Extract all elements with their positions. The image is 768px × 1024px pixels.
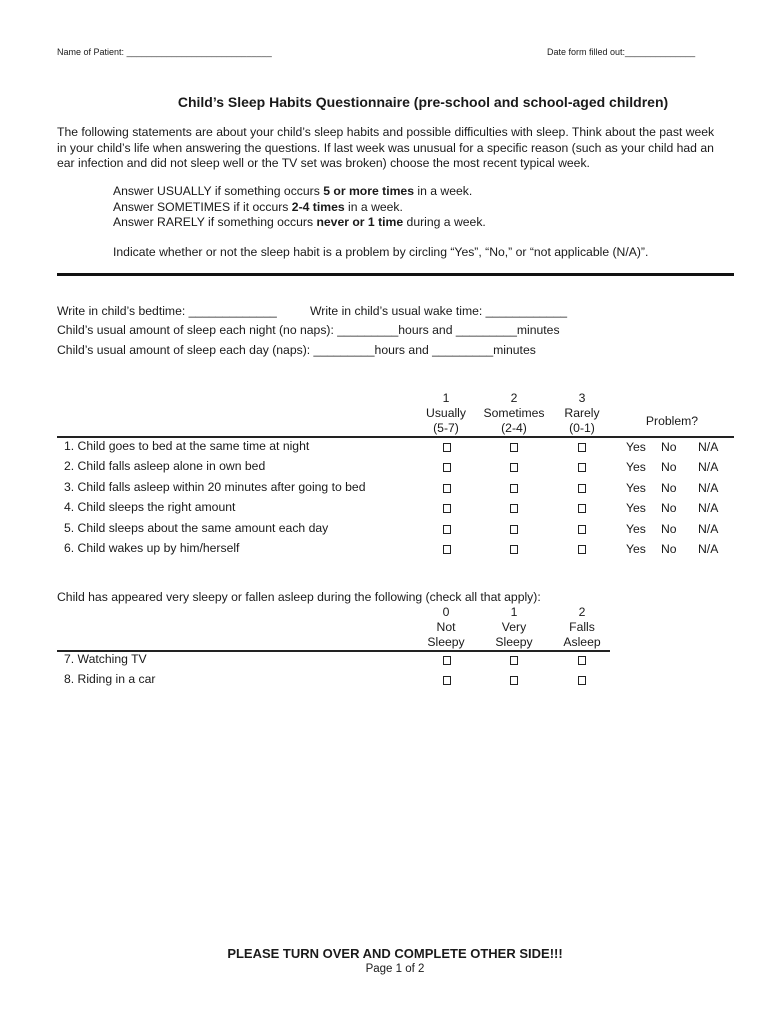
checkbox-rarely[interactable] bbox=[578, 484, 586, 493]
table-header-rule bbox=[57, 436, 734, 438]
checkbox-not-sleepy[interactable] bbox=[443, 676, 451, 685]
sleepy-question-text: 7. Watching TV bbox=[64, 652, 147, 666]
question-text: 3. Child falls asleep within 20 minutes after going to bed bbox=[64, 479, 366, 494]
problem-option-no[interactable]: No bbox=[661, 440, 677, 454]
problem-option-na[interactable]: N/A bbox=[698, 521, 719, 536]
col-falls-asleep-header: 2 Falls Asleep bbox=[563, 605, 601, 649]
checkbox-sometimes[interactable] bbox=[510, 443, 518, 452]
patient-name-label: Name of Patient: bbox=[57, 47, 125, 57]
problem-option-na[interactable]: N/A bbox=[698, 440, 719, 454]
checkbox-sometimes[interactable] bbox=[510, 463, 518, 472]
problem-option-na[interactable]: N/A bbox=[698, 480, 719, 495]
section-divider bbox=[57, 273, 734, 276]
checkbox-usually[interactable] bbox=[443, 525, 451, 534]
problem-option-no[interactable]: No bbox=[661, 542, 677, 556]
turn-over-notice: PLEASE TURN OVER AND COMPLETE OTHER SIDE!!! bbox=[227, 946, 563, 961]
problem-option-no[interactable]: No bbox=[661, 501, 677, 516]
problem-option-na[interactable]: N/A bbox=[698, 501, 719, 516]
page-title: Child’s Sleep Habits Questionnaire (pre-school and school-aged children) bbox=[177, 94, 669, 110]
checkbox-sometimes[interactable] bbox=[510, 525, 518, 534]
intro-paragraph: The following statements are about your child’s sleep habits and possible difficulties with sleep. Think about the past week in your child’s life when answering the questions. If last week was unusual for a specific reason (such as your child had an ear infection and did not sleep well or the TV set was broken) choose the most recent typical week. bbox=[57, 125, 715, 170]
checkbox-usually[interactable] bbox=[443, 504, 451, 513]
checkbox-usually[interactable] bbox=[443, 443, 451, 452]
answer-usually: Answer USUALLY if something occurs 5 or more times in a week. bbox=[113, 184, 473, 198]
col-sometimes-header: 2 Sometimes (2-4) bbox=[483, 391, 545, 435]
problem-option-yes[interactable]: Yes bbox=[626, 480, 646, 495]
problem-option-no[interactable]: No bbox=[661, 521, 677, 536]
date-filled-label: Date form filled out: bbox=[547, 47, 626, 57]
problem-option-yes[interactable]: Yes bbox=[626, 460, 646, 475]
col-not-sleepy-header: 0 Not Sleepy bbox=[427, 605, 465, 649]
checkbox-rarely[interactable] bbox=[578, 504, 586, 513]
sleepy-intro: Child has appeared very sleepy or fallen asleep during the following (check all that apply): bbox=[57, 590, 541, 604]
page-number: Page 1 of 2 bbox=[365, 963, 425, 975]
checkbox-rarely[interactable] bbox=[578, 545, 586, 554]
checkbox-not-sleepy[interactable] bbox=[443, 656, 451, 665]
date-filled-field[interactable] bbox=[547, 47, 695, 57]
waketime-field[interactable]: Write in child’s usual wake time: ____________ bbox=[310, 304, 567, 318]
checkbox-usually[interactable] bbox=[443, 463, 451, 472]
checkbox-very-sleepy[interactable] bbox=[510, 656, 518, 665]
question-text: 2. Child falls asleep alone in own bed bbox=[64, 459, 266, 474]
question-text: 1. Child goes to bed at the same time at night bbox=[64, 439, 310, 453]
patient-name-blank[interactable]: _____________________________ bbox=[126, 47, 272, 57]
indicate-instruction: Indicate whether or not the sleep habit is a problem by circling “Yes”, “No,” or “not applicable (N/A)”. bbox=[113, 245, 649, 259]
answer-sometimes: Answer SOMETIMES if it occurs 2-4 times in a week. bbox=[113, 200, 403, 214]
problem-option-na[interactable]: N/A bbox=[698, 460, 719, 475]
checkbox-sometimes[interactable] bbox=[510, 545, 518, 554]
answer-rarely: Answer RARELY if something occurs never or 1 time during a week. bbox=[113, 215, 486, 229]
problem-option-na[interactable]: N/A bbox=[698, 542, 719, 556]
problem-option-no[interactable]: No bbox=[661, 460, 677, 475]
col-very-sleepy-header: 1 Very Sleepy bbox=[495, 605, 533, 649]
problem-option-yes[interactable]: Yes bbox=[626, 521, 646, 536]
checkbox-falls-asleep[interactable] bbox=[578, 656, 586, 665]
sleep-night-field[interactable]: Child’s usual amount of sleep each night (no naps): _________hours and _________minutes bbox=[57, 323, 560, 337]
col-usually-header: 1 Usually (5-7) bbox=[426, 391, 466, 435]
question-text: 6. Child wakes up by him/herself bbox=[64, 541, 240, 555]
checkbox-rarely[interactable] bbox=[578, 463, 586, 472]
checkbox-usually[interactable] bbox=[443, 484, 451, 493]
checkbox-sometimes[interactable] bbox=[510, 484, 518, 493]
question-text: 5. Child sleeps about the same amount each day bbox=[64, 520, 329, 535]
checkbox-usually[interactable] bbox=[443, 545, 451, 554]
problem-option-yes[interactable]: Yes bbox=[626, 440, 646, 454]
checkbox-rarely[interactable] bbox=[578, 525, 586, 534]
question-text: 4. Child sleeps the right amount bbox=[64, 500, 236, 515]
sleepy-question-text: 8. Riding in a car bbox=[64, 672, 156, 686]
problem-option-no[interactable]: No bbox=[661, 480, 677, 495]
date-filled-blank[interactable]: ______________ bbox=[625, 47, 696, 57]
checkbox-sometimes[interactable] bbox=[510, 504, 518, 513]
problem-option-yes[interactable]: Yes bbox=[626, 542, 646, 556]
problem-option-yes[interactable]: Yes bbox=[626, 501, 646, 516]
bedtime-field[interactable]: Write in child’s bedtime: _____________ bbox=[57, 304, 277, 318]
checkbox-falls-asleep[interactable] bbox=[578, 676, 586, 685]
checkbox-rarely[interactable] bbox=[578, 443, 586, 452]
col-rarely-header: 3 Rarely (0-1) bbox=[564, 391, 600, 435]
sleep-day-field[interactable]: Child’s usual amount of sleep each day (naps): _________hours and _________minutes bbox=[57, 343, 536, 357]
patient-name-field[interactable] bbox=[57, 47, 272, 57]
checkbox-very-sleepy[interactable] bbox=[510, 676, 518, 685]
col-problem-header: Problem? bbox=[645, 414, 699, 428]
